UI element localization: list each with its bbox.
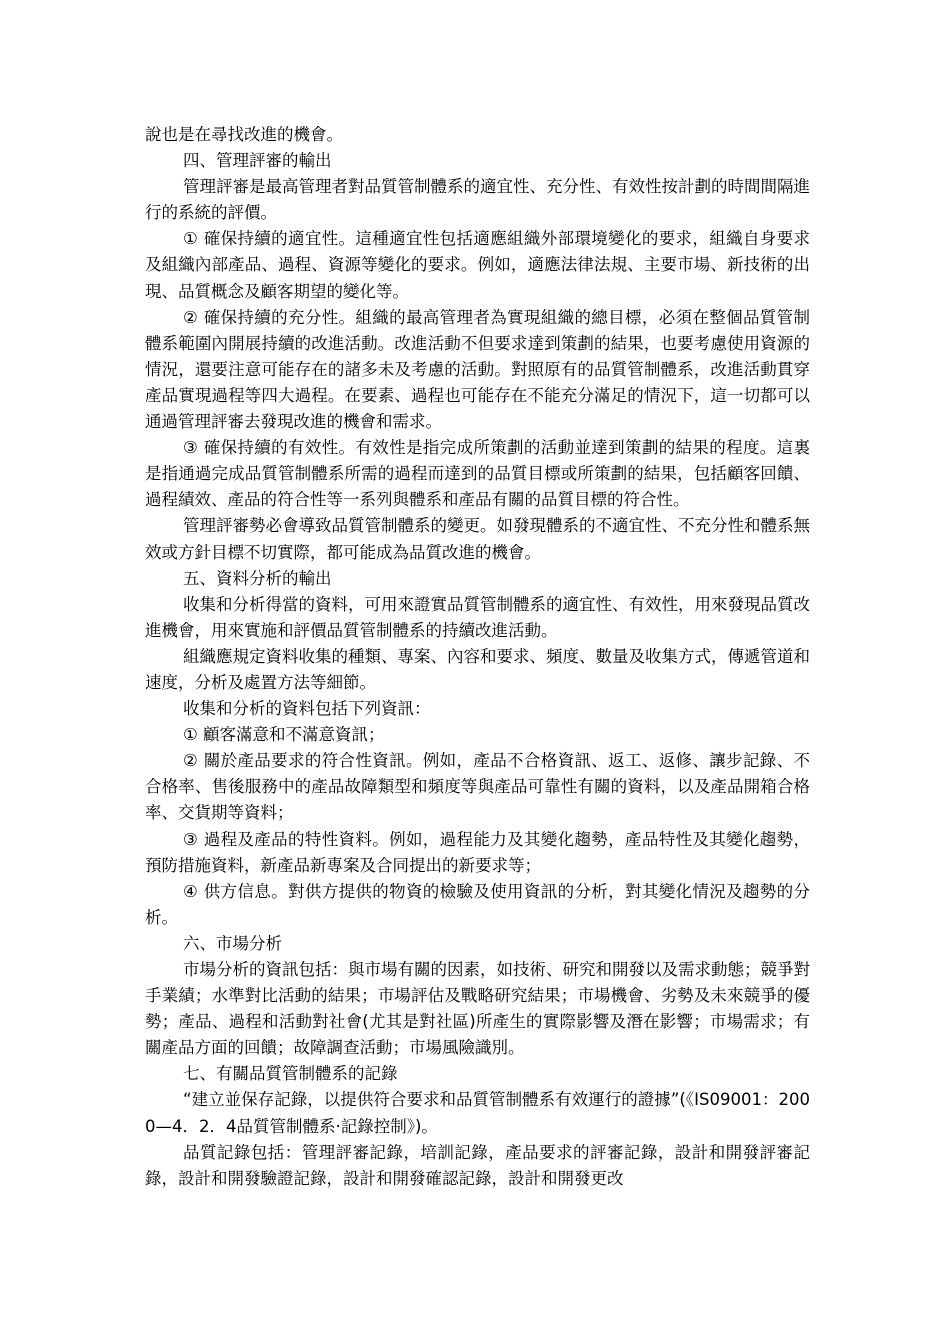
list-item: ① 顧客滿意和不滿意資訊； bbox=[183, 725, 385, 745]
quotation: “建立並保存記錄，以提供符合要求和品質管制體系有效運行的證據”(《IS09001：2000—4．2．4品質管制體系·記錄控制》)。 bbox=[145, 1090, 810, 1136]
section-heading: 五、資料分析的輸出 bbox=[183, 568, 332, 588]
list-item: ② 確保持續的充分性。組織的最高管理者為實現組織的總目標，必須在整個品質管制體系範圍內開展持續的改進活動。改進活動不但要求達到策劃的結果，也要考慮使用資源的情況，還要注意可能存在的諸多未及考慮的活動。對照原有的品質管制體系，改進活動貫穿產品實現過程等四大過程。在要素、過程也可能存在不能充分滿足的情況下，這一切都可以通過管理評審去發現改進的機會和需求。 bbox=[145, 307, 810, 432]
paragraph: 管理評審勢必會導致品質管制體系的變更。如發現體系的不適宜性、不充分性和體系無效或方針目標不切實際，都可能成為品質改進的機會。 bbox=[145, 516, 810, 562]
section-heading: 七、有關品質管制體系的記錄 bbox=[183, 1064, 398, 1084]
list-item: ② 關於產品要求的符合性資訊。例如，產品不合格資訊、返工、返修、讓步記錄、不合格率、售後服務中的產品故障類型和頻度等與產品可靠性有關的資料，以及產品開箱合格率、交貨期等資料； bbox=[145, 751, 810, 823]
list-item: ④ 供方信息。對供方提供的物資的檢驗及使用資訊的分析，對其變化情況及趨勢的分析。 bbox=[145, 881, 810, 927]
paragraph: 說也是在尋找改進的機會。 bbox=[145, 125, 343, 144]
section-heading: 六、市場分析 bbox=[183, 933, 282, 953]
paragraph: 市場分析的資訊包括：與市場有關的因素，如技術、研究和開發以及需求動態；競爭對手業績；水準對比活動的結果；市場評估及戰略研究結果；市場機會、劣勢及未來競爭的優勢；產品、過程和活動對社會(尤其是對社區)所產生的實際影響及潛在影響；市場需求；有關產品方面的回饋；故障調查活動；市場風險識別。 bbox=[145, 960, 810, 1058]
list-item: ③ 確保持續的有效性。有效性是指完成所策劃的活動並達到策劃的結果的程度。這裏是指通過完成品質管制體系所需的過程而達到的品質目標或所策劃的結果，包括顧客回饋、過程績效、產品的符合性等一系列與體系和產品有關的品質目標的符合性。 bbox=[145, 438, 810, 510]
section-heading: 四、管理評審的輸出 bbox=[183, 151, 332, 171]
paragraph: 組織應規定資料收集的種類、專案、內容和要求、頻度、數量及收集方式，傳遞管道和速度，分析及處置方法等細節。 bbox=[145, 646, 810, 692]
list-item: ① 確保持續的適宜性。這種適宜性包括適應組織外部環境變化的要求，組織自身要求及組織內部產品、過程、資源等變化的要求。例如，適應法律法規、主要市場、新技術的出現、品質概念及顧客期望的變化等。 bbox=[145, 229, 810, 301]
document-body bbox=[145, 122, 810, 1192]
paragraph: 收集和分析的資料包括下列資訊： bbox=[183, 699, 431, 719]
paragraph: 品質記錄包括：管理評審記錄，培訓記錄，產品要求的評審記錄，設計和開發評審記錄，設計和開發驗證記錄，設計和開發確認記錄，設計和開發更改 bbox=[145, 1142, 810, 1188]
paragraph: 管理評審是最高管理者對品質管制體系的適宜性、充分性、有效性按計劃的時間間隔進行的系統的評價。 bbox=[145, 177, 810, 223]
paragraph: 收集和分析得當的資料，可用來證實品質管制體系的適宜性、有效性，用來發現品質改進機會，用來實施和評價品質管制體系的持續改進活動。 bbox=[145, 594, 810, 640]
list-item: ③ 過程及產品的特性資料。例如，過程能力及其變化趨勢，產品特性及其變化趨勢，預防措施資料，新產品新專案及合同提出的新要求等； bbox=[145, 829, 810, 875]
